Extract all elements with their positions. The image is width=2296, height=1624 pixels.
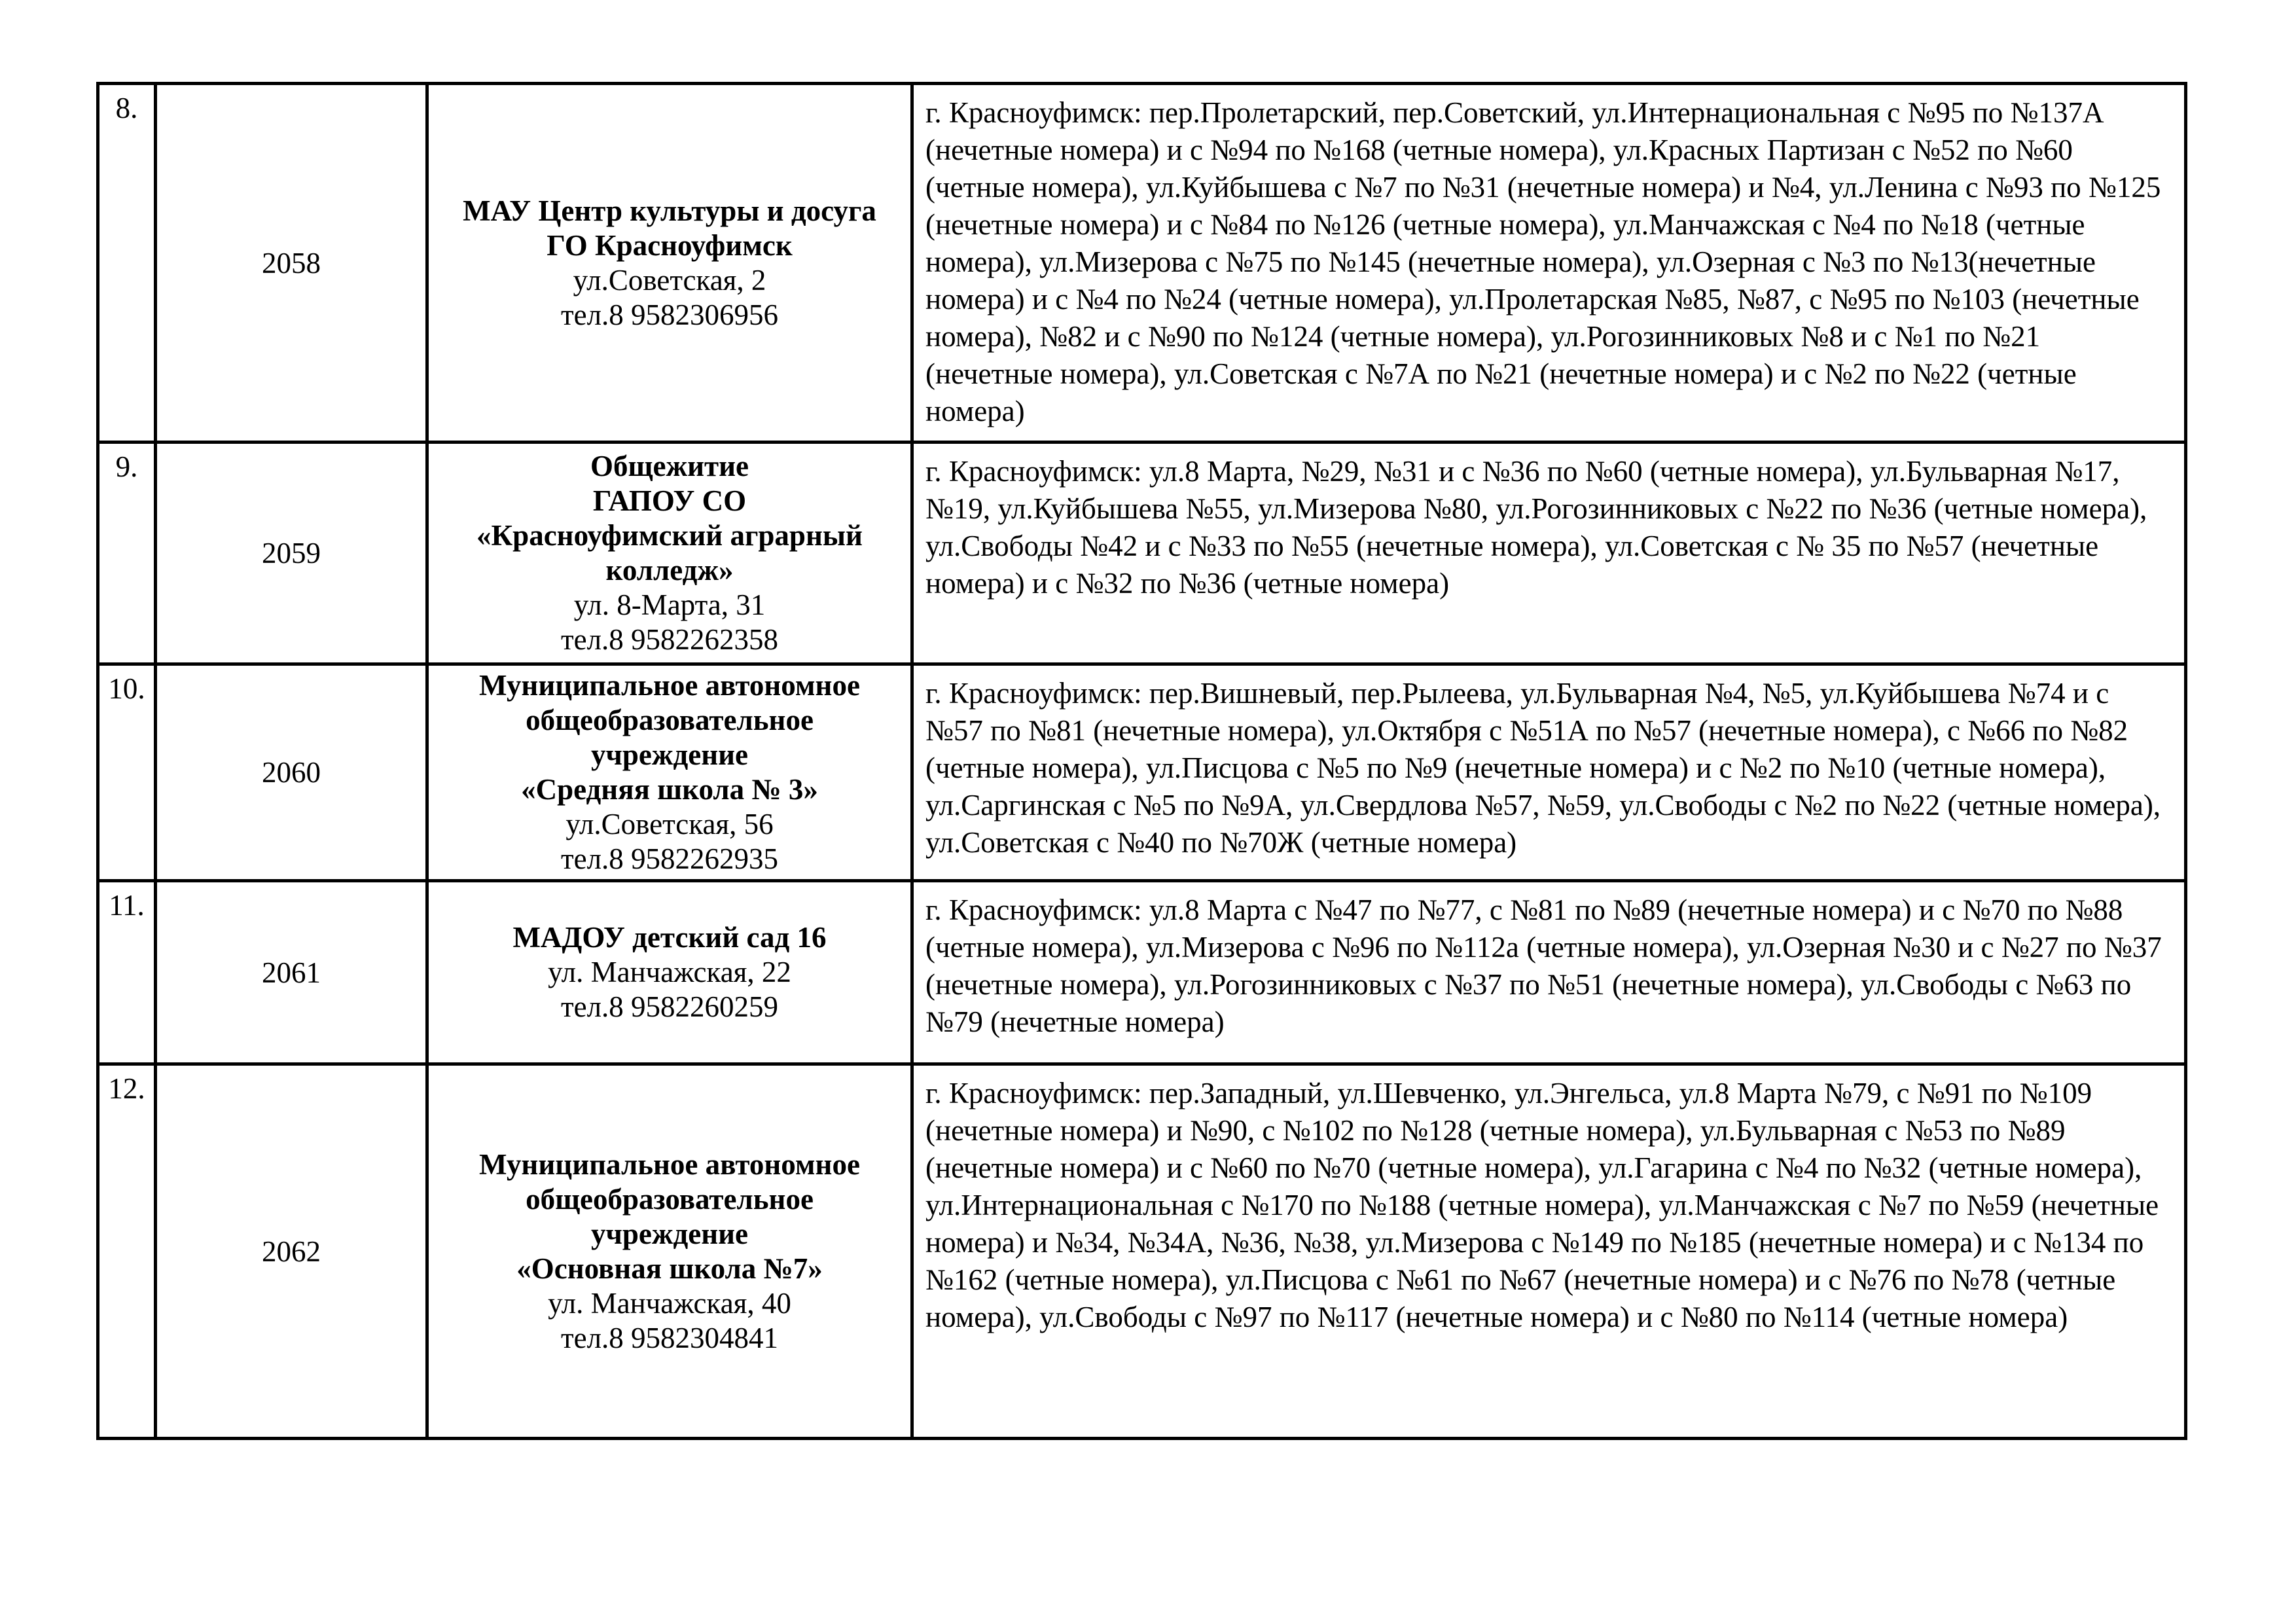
table-row <box>98 1064 2186 1439</box>
institution-address: ул. Манчажская, 22 <box>548 956 791 988</box>
station-number: 2059 <box>262 537 321 569</box>
institution-cell <box>427 881 912 1064</box>
streets-cell <box>912 442 2186 664</box>
station-number-cell <box>156 664 427 881</box>
row-number: 10. <box>108 672 145 705</box>
streets-cell <box>912 84 2186 442</box>
institution-phone: тел.8 9582306956 <box>560 298 779 331</box>
institution-name-line: учреждение <box>590 738 749 771</box>
station-number: 2062 <box>262 1235 321 1268</box>
institution-phone: тел.8 9582260259 <box>560 990 779 1023</box>
row-number: 8. <box>115 92 138 124</box>
table-row <box>98 84 2186 442</box>
institution-phone: тел.8 9582262935 <box>560 842 779 875</box>
station-number-cell <box>156 84 427 442</box>
institution-cell <box>427 442 912 664</box>
institution-name-line: колледж» <box>605 554 734 586</box>
station-number: 2058 <box>262 246 321 280</box>
station-number: 2060 <box>262 756 321 789</box>
station-number-cell <box>156 881 427 1064</box>
station-number-cell <box>156 1064 427 1439</box>
row-number: 9. <box>115 450 138 483</box>
institution-name-line: Муниципальное автономное <box>479 669 860 702</box>
row-number-cell <box>98 442 156 664</box>
institution-name-line: общеобразовательное <box>526 1182 814 1216</box>
institution-name-line: «Средняя школа № 3» <box>521 773 818 806</box>
streets-cell <box>912 1064 2186 1439</box>
streets-cell <box>912 881 2186 1064</box>
row-number-cell <box>98 1064 156 1439</box>
institution-name-line: ГО Красноуфимск <box>547 228 793 262</box>
row-number-cell <box>98 664 156 881</box>
table-row <box>98 664 2186 881</box>
row-number-cell <box>98 881 156 1064</box>
streets-description: г. Красноуфимск: пер.Пролетарский, пер.Советский, ул.Интернациональная с №95 по №137А (нечетные номера) и с №94 по №168 (четные номера), ул.Красных Партизан с №52 по №60 (четные номера), ул.Куйбышева с №7 по №31 (нечетные номера) и №4, ул.Ленина с №93 по №125 (нечетные номера) и с №84 по №126 (четные номера), ул.Манчажская с №4 по №18 (четные номера), ул.Мизерова с №75 по №145 (нечетные номера), ул.Озерная с №3 по №13(нечетные номера) и с №4 по №24 (четные номера), ул.Пролетарская №85, №87, с №95 по №103 (нечетные номера), №82 и с №90 по №124 (четные номера), ул.Рогозинниковых №8 и с №1 по №21 (нечетные номера), ул.Советская с №7А по №21 (нечетные номера) и с №2 по №22 (четные номера) <box>925 96 2161 427</box>
institution-name-line: МАУ Центр культуры и досуга <box>463 194 876 227</box>
row-number: 12. <box>108 1072 145 1105</box>
institution-name-line: ГАПОУ СО <box>592 484 747 517</box>
institution-name-line: общеобразовательное <box>526 704 814 736</box>
institution-name-line: «Основная школа №7» <box>516 1252 823 1285</box>
institution-address: ул. 8-Марта, 31 <box>573 588 766 621</box>
streets-description: г. Красноуфимск: ул.8 Марта, №29, №31 и с №36 по №60 (четные номера), ул.Бульварная №17, №19, ул.Куйбышева №55, ул.Мизерова №80, ул.Рогозинниковых с №22 по №36 (четные номера), ул.Свободы №42 и с №33 по №55 (нечетные номера), ул.Советская с № 35 по №57 (нечетные номера) и с №32 по №36 (четные номера) <box>925 455 2147 600</box>
row-number: 11. <box>109 889 145 922</box>
institution-cell <box>427 84 912 442</box>
row-number-cell <box>98 84 156 442</box>
institution-name-line: Муниципальное автономное <box>479 1147 860 1181</box>
streets-description: г. Красноуфимск: пер.Западный, ул.Шевченко, ул.Энгельса, ул.8 Марта №79, с №91 по №109 (нечетные номера) и №90, с №102 по №128 (четные номера), ул.Бульварная с №53 по №89 (нечетные номера) и с №60 по №70 (четные номера), ул.Гагарина с №4 по №32 (четные номера), ул.Интернациональная с №170 по №188 (четные номера), ул.Манчажская с №7 по №59 (нечетные номера) и №34, №34А, №36, №38, ул.Мизерова с №149 по №185 (нечетные номера) и с №134 по №162 (четные номера), ул.Писцова с №61 по №67 (нечетные номера) и с №76 по №78 (четные номера), ул.Свободы с №97 по №117 (нечетные номера) и с №80 по №114 (четные номера) <box>925 1077 2159 1333</box>
institution-name-line: «Красноуфимский аграрный <box>476 519 863 552</box>
institution-address: ул.Советская, 56 <box>565 808 774 840</box>
streets-cell <box>912 664 2186 881</box>
institution-name-line: учреждение <box>590 1217 749 1250</box>
institution-address: ул. Манчажская, 40 <box>548 1286 791 1320</box>
table-row <box>98 881 2186 1064</box>
station-number: 2061 <box>262 956 321 989</box>
institution-cell <box>427 1064 912 1439</box>
table-row <box>98 442 2186 664</box>
streets-description: г. Красноуфимск: пер.Вишневый, пер.Рылеева, ул.Бульварная №4, №5, ул.Куйбышева №74 и с №57 по №81 (нечетные номера), ул.Октября с №51А по №57 (нечетные номера), с №66 по №82 (четные номера), ул.Писцова с №5 по №9 (нечетные номера) и с №2 по №10 (четные номера), ул.Саргинская с №5 по №9А, ул.Свердлова №57, №59, ул.Свободы с №2 по №22 (четные номера), ул.Советская с №40 по №70Ж (четные номера) <box>925 677 2161 859</box>
polling-stations-table <box>96 82 2187 1440</box>
institution-address: ул.Советская, 2 <box>573 263 766 297</box>
institution-cell <box>427 664 912 881</box>
institution-name-line: Общежитие <box>590 450 749 482</box>
station-number-cell <box>156 442 427 664</box>
streets-description: г. Красноуфимск: ул.8 Марта с №47 по №77, с №81 по №89 (нечетные номера) и с №70 по №88 (четные номера), ул.Мизерова с №96 по №112а (четные номера), ул.Озерная №30 и с №27 по №37 (нечетные номера), ул.Рогозинниковых с №37 по №51 (нечетные номера), ул.Свободы с №63 по №79 (нечетные номера) <box>925 893 2162 1038</box>
institution-phone: тел.8 9582304841 <box>560 1321 779 1354</box>
institution-phone: тел.8 9582262358 <box>560 623 779 656</box>
institution-name-line: МАДОУ детский сад 16 <box>512 921 827 954</box>
